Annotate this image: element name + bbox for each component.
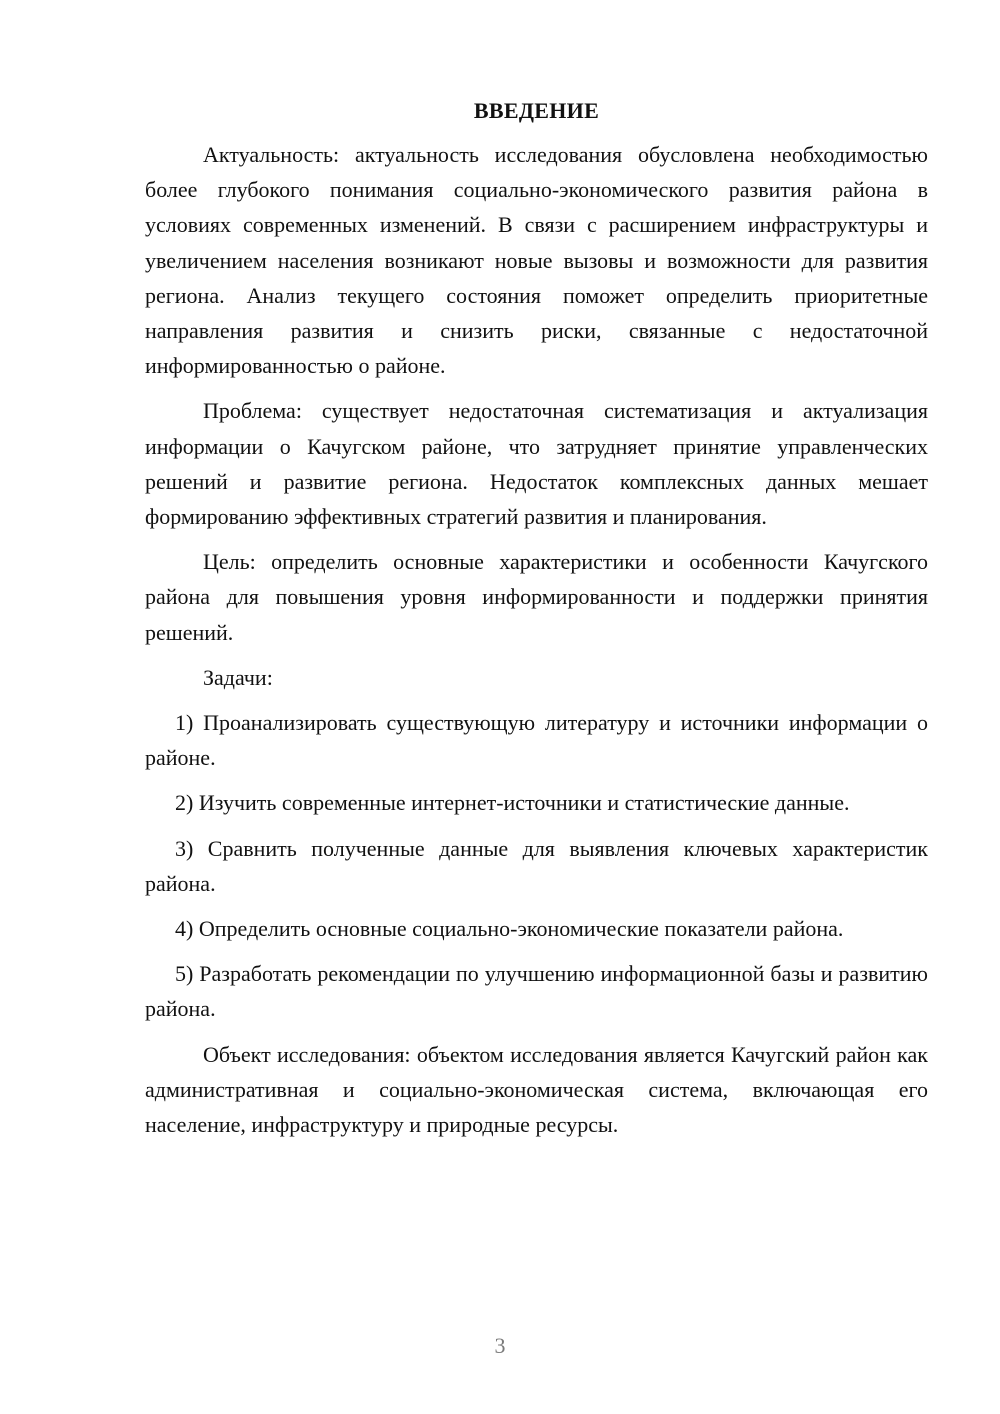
task-item-5: 5) Разработать рекомендации по улучшению информационной базы и развитию района. (145, 961, 928, 1022)
problem-paragraph: Проблема: существует недостаточная систематизация и актуализация информации о Качугском районе, что затрудняет принятие управленческих решений и развитие региона. Недостаток комплексных данных мешает формированию эффективных стратегий развития и планирования. (145, 398, 928, 530)
task-item-1: 1) Проанализировать существующую литературу и источники информации о районе. (145, 710, 928, 771)
section-title: ВВЕДЕНИЕ (473, 98, 600, 123)
relevance-paragraph: Актуальность: актуальность исследования обусловлена необходимостью более глубокого понимания социально-экономического развития района в условиях современных изменений. В связи с расширением инфраструктуры и увеличением населения возникают новые вызовы и возможности для развития региона. Анализ текущего состояния поможет определить приоритетные направления развития и снизить риски, связанные с недостаточной информированностью о районе. (145, 142, 928, 379)
object-paragraph: Объект исследования: объектом исследования является Качугский район как административная и социально-экономическая система, включающая его население, инфраструктуру и природные ресурсы. (145, 1041, 928, 1138)
goal-paragraph: Цель: определить основные характеристики и особенности Качугского района для повышения уровня информированности и поддержки принятия решений. (145, 549, 928, 645)
document-page (145, 97, 928, 1142)
task-item-2: 2) Изучить современные интернет-источники и статистические данные. (175, 790, 850, 816)
page-number: 3 (494, 1333, 506, 1358)
task-item-3: 3) Сравнить полученные данные для выявления ключевых характеристик района. (145, 835, 928, 896)
tasks-heading: Задачи: (203, 664, 273, 690)
task-item-4: 4) Определить основные социально-экономические показатели района. (175, 916, 844, 942)
